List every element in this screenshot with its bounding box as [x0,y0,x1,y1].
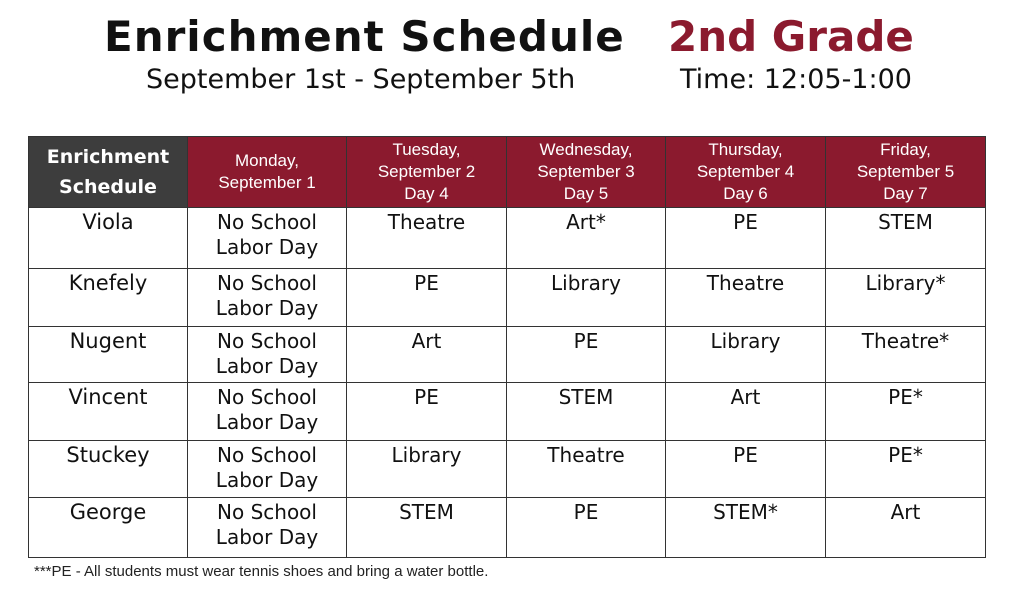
schedule-cell: Library [507,269,666,327]
day-header-line: Wednesday, [539,140,633,159]
table-row [29,498,986,558]
day-header-line: Thursday, [708,140,783,159]
schedule-cell [188,383,347,441]
schedule-cell: PE [507,498,666,558]
day-header-tuesday [347,137,507,208]
schedule-cell: Art [666,383,826,441]
schedule-cell: STEM [507,383,666,441]
teacher-cell: George [29,498,188,558]
cell-line: No School [217,443,317,467]
schedule-cell [188,269,347,327]
schedule-cell: PE [666,208,826,269]
corner-header [29,137,188,208]
cell-line: No School [217,500,317,524]
schedule-cell [188,208,347,269]
cell-line: No School [217,271,317,295]
day-header-line: September 3 [537,162,635,181]
schedule-cell: Theatre* [826,327,986,383]
schedule-cell: PE [347,383,507,441]
schedule-cell: STEM [347,498,507,558]
table-row [29,269,986,327]
schedule-cell: Library [666,327,826,383]
schedule-cell [188,498,347,558]
teacher-cell: Stuckey [29,441,188,498]
table-row [29,441,986,498]
cell-line: Labor Day [215,354,319,378]
day-header-thursday [666,137,826,208]
schedule-cell: PE [507,327,666,383]
cell-line: Labor Day [215,410,319,434]
teacher-cell: Vincent [29,383,188,441]
schedule-cell: Art [826,498,986,558]
schedule-cell: STEM* [666,498,826,558]
schedule-cell: PE* [826,383,986,441]
day-header-wednesday [507,137,666,208]
schedule-cell: Art* [507,208,666,269]
table-header-row [29,137,986,208]
table-row [29,327,986,383]
day-header-line: September 4 [696,162,795,181]
corner-header-line: Enrichment [46,146,170,168]
footnote: ***PE - All students must wear tennis shoes and bring a water bottle. [34,563,489,580]
day-header-line: September 5 [856,162,955,181]
cell-line: No School [217,210,317,234]
cell-line: Labor Day [215,296,319,320]
schedule-cell [188,327,347,383]
day-header-line: Tuesday, [392,140,461,159]
day-header-friday [826,137,986,208]
table-row [29,208,986,269]
table-row [29,383,986,441]
schedule-cell: PE* [826,441,986,498]
schedule-cell: Library [347,441,507,498]
date-range: September 1st - September 5th [146,64,576,95]
day-header-line: Day 5 [563,184,609,203]
cell-line: No School [217,329,317,353]
cell-line: Labor Day [215,468,319,492]
day-header-line: September 1 [218,173,316,192]
schedule-cell: Theatre [347,208,507,269]
schedule-cell: Library* [826,269,986,327]
day-header-line: Friday, [880,140,931,159]
cell-line: Labor Day [215,235,319,259]
cell-line: No School [217,385,317,409]
corner-header-line: Schedule [59,176,157,198]
cell-line: Labor Day [215,525,319,549]
time-range: Time: 12:05-1:00 [680,64,912,95]
schedule-cell: PE [666,441,826,498]
schedule-cell: Theatre [666,269,826,327]
day-header-line: September 2 [377,162,476,181]
day-header-line: Monday, [235,151,299,170]
day-header-line: Day 4 [404,184,449,203]
teacher-cell: Viola [29,208,188,269]
grade-label: 2nd Grade [668,12,914,61]
schedule-cell: STEM [826,208,986,269]
schedule-cell: Theatre [507,441,666,498]
day-header-line: Day 6 [723,184,768,203]
teacher-cell: Knefely [29,269,188,327]
day-header-monday [188,137,347,208]
title-row [0,8,1024,66]
teacher-cell: Nugent [29,327,188,383]
day-header-line: Day 7 [883,184,928,203]
schedule-cell: Art [347,327,507,383]
schedule-table [28,136,986,558]
schedule-cell [188,441,347,498]
page-title: Enrichment Schedule [104,12,625,61]
schedule-cell: PE [347,269,507,327]
